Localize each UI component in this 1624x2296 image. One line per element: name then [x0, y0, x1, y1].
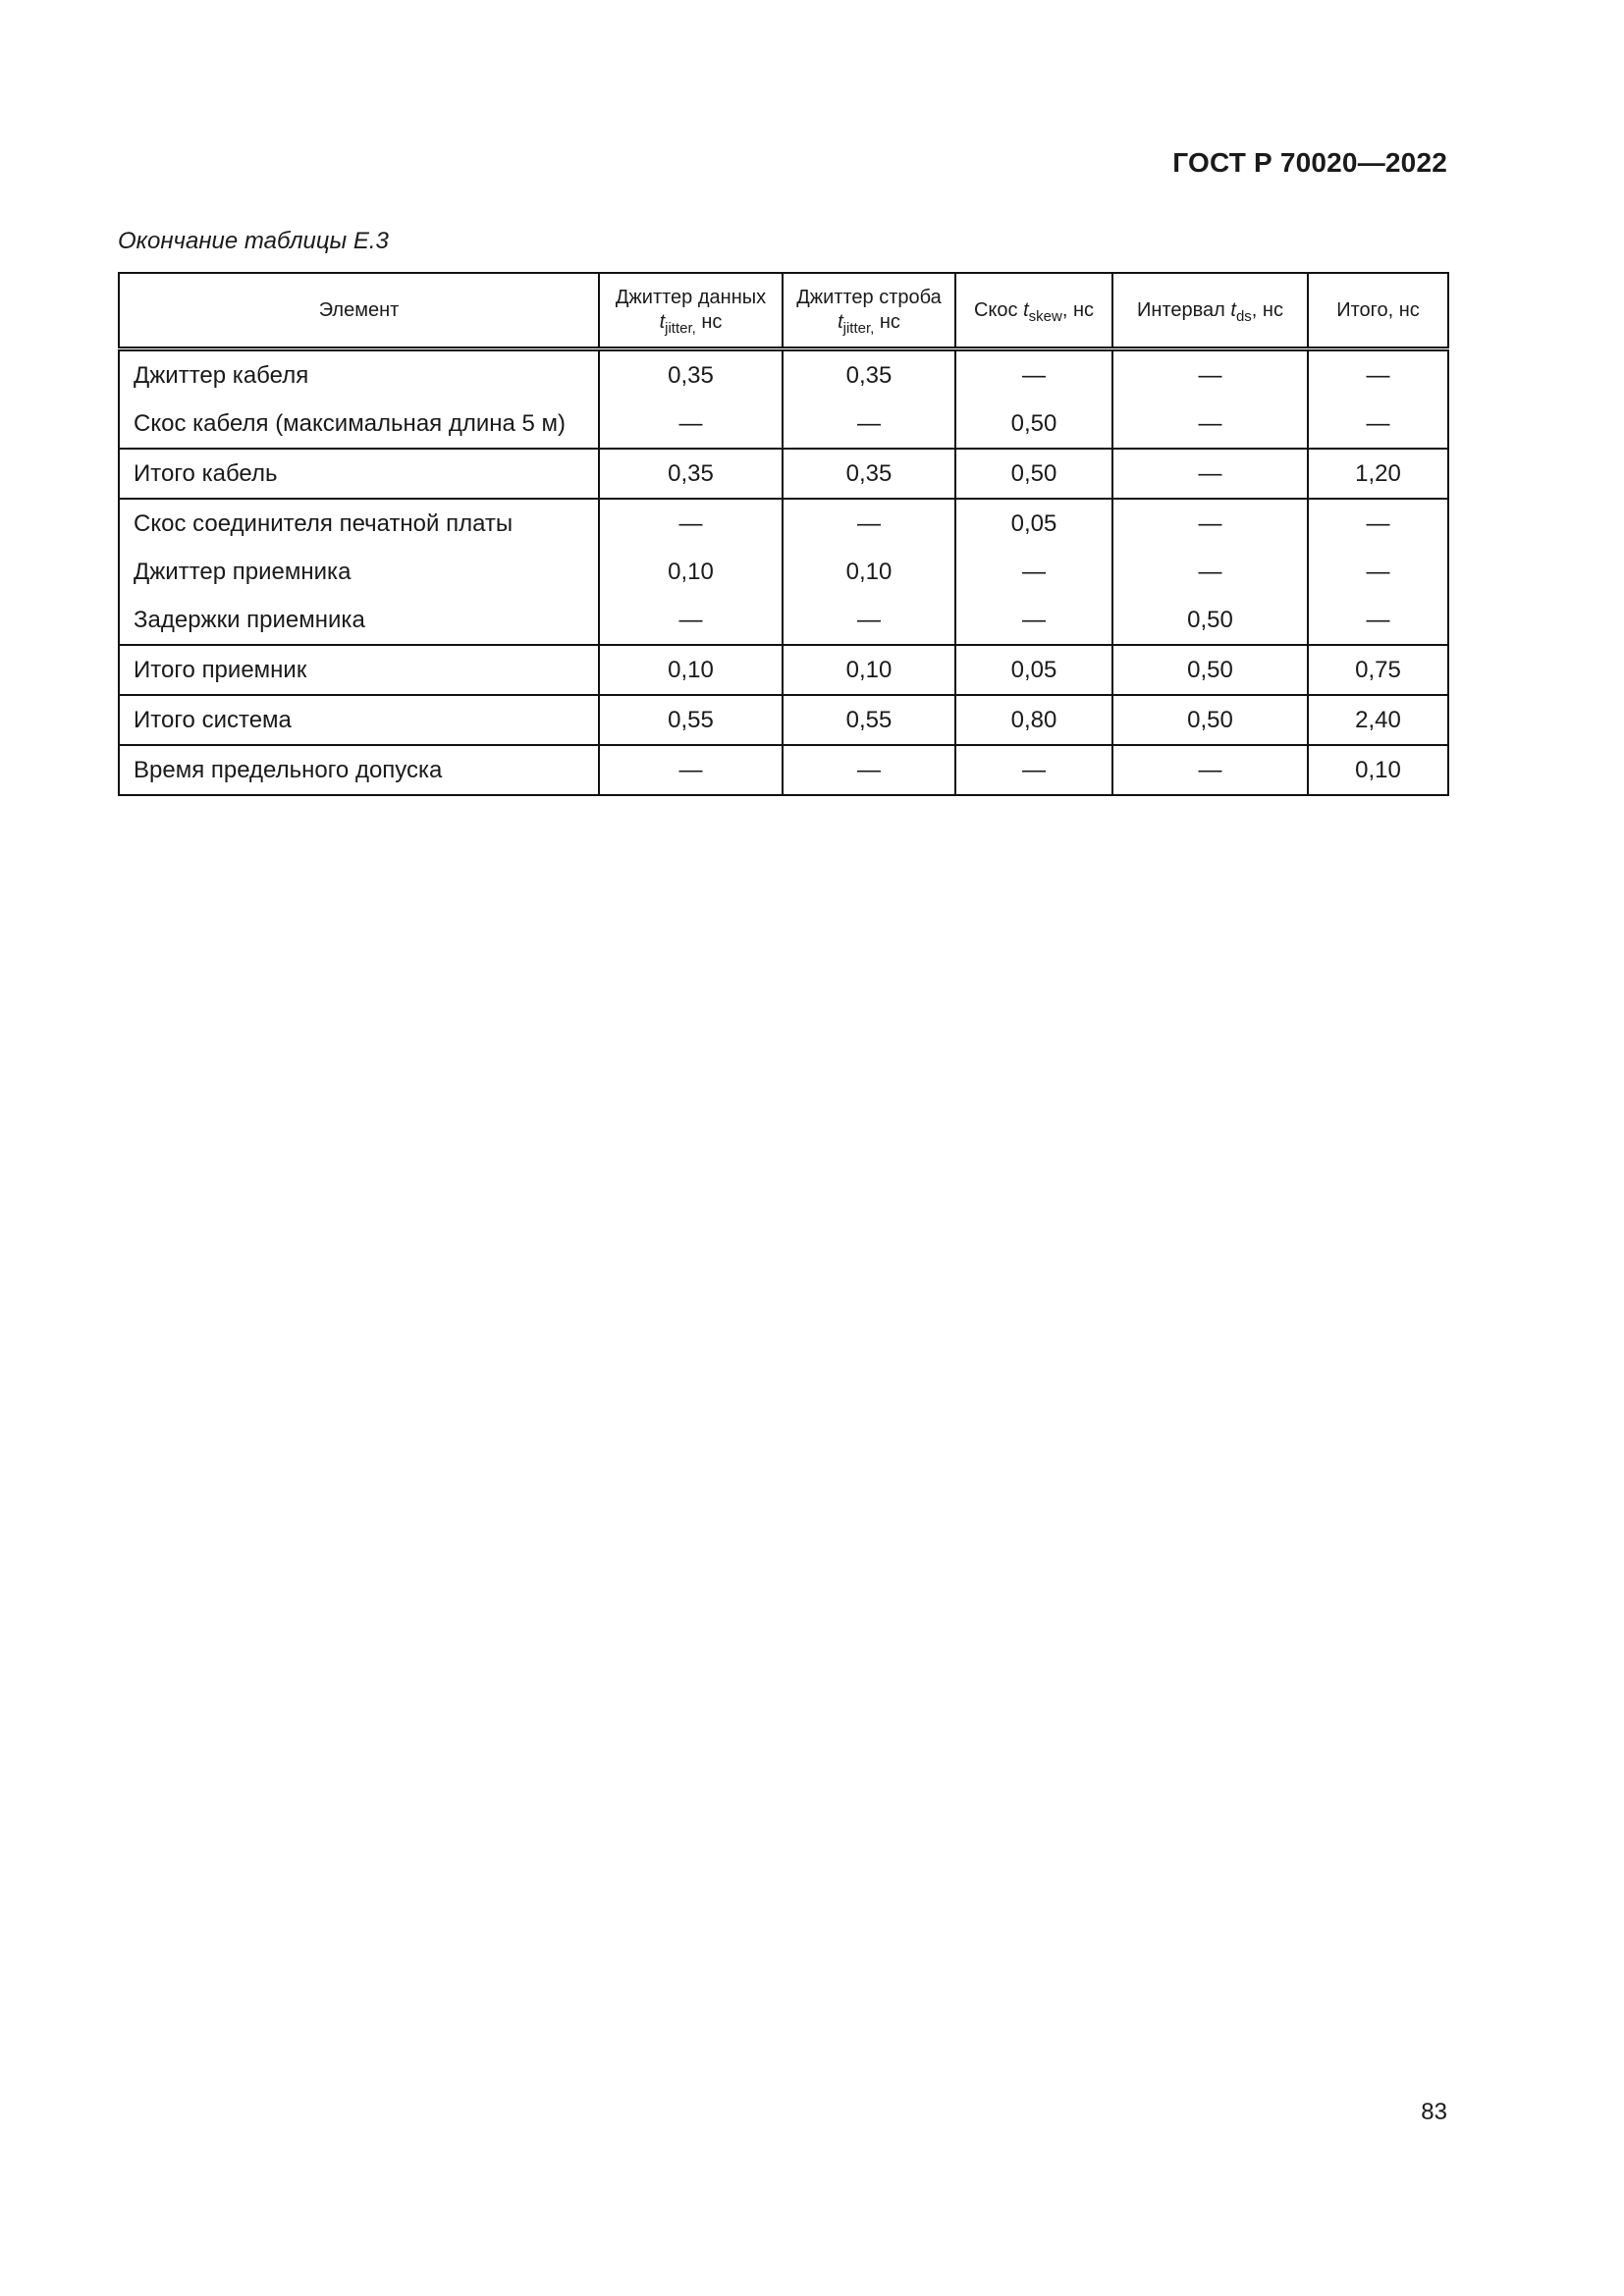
table-row [119, 645, 1448, 695]
value-cell: 0,10 [783, 645, 955, 695]
row-label-cell: Задержки приемника [119, 596, 599, 645]
value-cell: — [599, 596, 783, 645]
value-cell: — [1308, 349, 1448, 400]
value-cell: — [1308, 400, 1448, 449]
table-row [119, 695, 1448, 745]
row-label-cell: Итого кабель [119, 449, 599, 499]
value-cell: 0,10 [599, 645, 783, 695]
column-header-unit: , нс [1251, 298, 1283, 321]
value-cell: 0,35 [783, 349, 955, 400]
value-cell: — [1308, 548, 1448, 596]
table-row [119, 548, 1448, 596]
column-header-text: Элемент [318, 298, 400, 321]
value-cell: — [783, 596, 955, 645]
column-header-strobe-jitter [783, 273, 955, 349]
value-cell: 0,80 [955, 695, 1112, 745]
column-header-variable: t [1230, 298, 1236, 321]
table-caption: Окончание таблицы Е.3 [118, 228, 389, 254]
value-cell: 0,35 [599, 449, 783, 499]
table-row [119, 596, 1448, 645]
value-cell: — [1112, 548, 1308, 596]
value-cell: 1,20 [1308, 449, 1448, 499]
table-row [119, 745, 1448, 795]
column-header-element [119, 273, 599, 349]
column-header-subscript: skew [1028, 307, 1062, 325]
table-body [119, 349, 1448, 796]
column-header-interval [1112, 273, 1308, 349]
document-code: ГОСТ Р 70020—2022 [1172, 147, 1447, 178]
table-row [119, 449, 1448, 499]
column-header-text: Интервал [1137, 298, 1231, 321]
value-cell: — [1112, 349, 1308, 400]
value-cell: 0,50 [955, 400, 1112, 449]
value-cell: 0,55 [599, 695, 783, 745]
value-cell: — [1112, 400, 1308, 449]
column-header-subscript: ds [1235, 307, 1252, 325]
value-cell: 0,50 [1112, 596, 1308, 645]
value-cell: — [955, 548, 1112, 596]
column-header-text: Скос [973, 298, 1024, 321]
table-row [119, 349, 1448, 400]
column-header-unit: нс [695, 311, 723, 333]
value-cell: — [1308, 499, 1448, 548]
column-header-unit: нс [874, 311, 900, 333]
value-cell: — [955, 745, 1112, 795]
column-header-unit: , нс [1061, 298, 1095, 321]
row-label-cell: Время предельного допуска [119, 745, 599, 795]
row-label-cell: Итого приемник [119, 645, 599, 695]
value-cell: — [955, 596, 1112, 645]
column-header-text: Джиттер данных [615, 287, 767, 308]
value-cell: 0,05 [955, 499, 1112, 548]
column-header-subscript: jitter, [842, 320, 875, 337]
value-cell: 2,40 [1308, 695, 1448, 745]
value-cell: — [1112, 499, 1308, 548]
column-header-data-jitter [599, 273, 783, 349]
value-cell: — [783, 499, 955, 548]
row-label-cell: Итого система [119, 695, 599, 745]
value-cell: — [599, 400, 783, 449]
value-cell: — [1112, 745, 1308, 795]
value-cell: — [599, 745, 783, 795]
value-cell: — [955, 349, 1112, 400]
table-row [119, 400, 1448, 449]
value-cell: 0,35 [599, 349, 783, 400]
value-cell: — [1112, 449, 1308, 499]
value-cell: — [599, 499, 783, 548]
value-cell: 0,10 [1308, 745, 1448, 795]
value-cell: 0,55 [783, 695, 955, 745]
table-row [119, 499, 1448, 548]
column-header-variable: t [838, 311, 843, 333]
row-label-cell: Джиттер кабеля [119, 349, 599, 400]
row-label-cell: Скос кабеля (максимальная длина 5 м) [119, 400, 599, 449]
column-header-total [1308, 273, 1448, 349]
row-label-cell: Скос соединителя печатной платы [119, 499, 599, 548]
column-header-variable: t [1023, 298, 1029, 321]
value-cell: 0,10 [599, 548, 783, 596]
column-header-skew [955, 273, 1112, 349]
value-cell: 0,10 [783, 548, 955, 596]
data-table [118, 272, 1449, 796]
value-cell: 0,75 [1308, 645, 1448, 695]
value-cell: 0,35 [783, 449, 955, 499]
row-label-cell: Джиттер приемника [119, 548, 599, 596]
column-header-text: Джиттер строба [796, 287, 942, 308]
value-cell: — [783, 745, 955, 795]
value-cell: — [783, 400, 955, 449]
value-cell: — [1308, 596, 1448, 645]
column-header-variable: t [659, 311, 666, 333]
value-cell: 0,50 [1112, 695, 1308, 745]
page-number: 83 [1421, 2099, 1447, 2125]
column-header-text: Итого, нс [1336, 298, 1420, 321]
table-header-row [119, 273, 1448, 349]
column-header-subscript: jitter, [665, 320, 696, 337]
value-cell: 0,05 [955, 645, 1112, 695]
value-cell: 0,50 [955, 449, 1112, 499]
value-cell: 0,50 [1112, 645, 1308, 695]
